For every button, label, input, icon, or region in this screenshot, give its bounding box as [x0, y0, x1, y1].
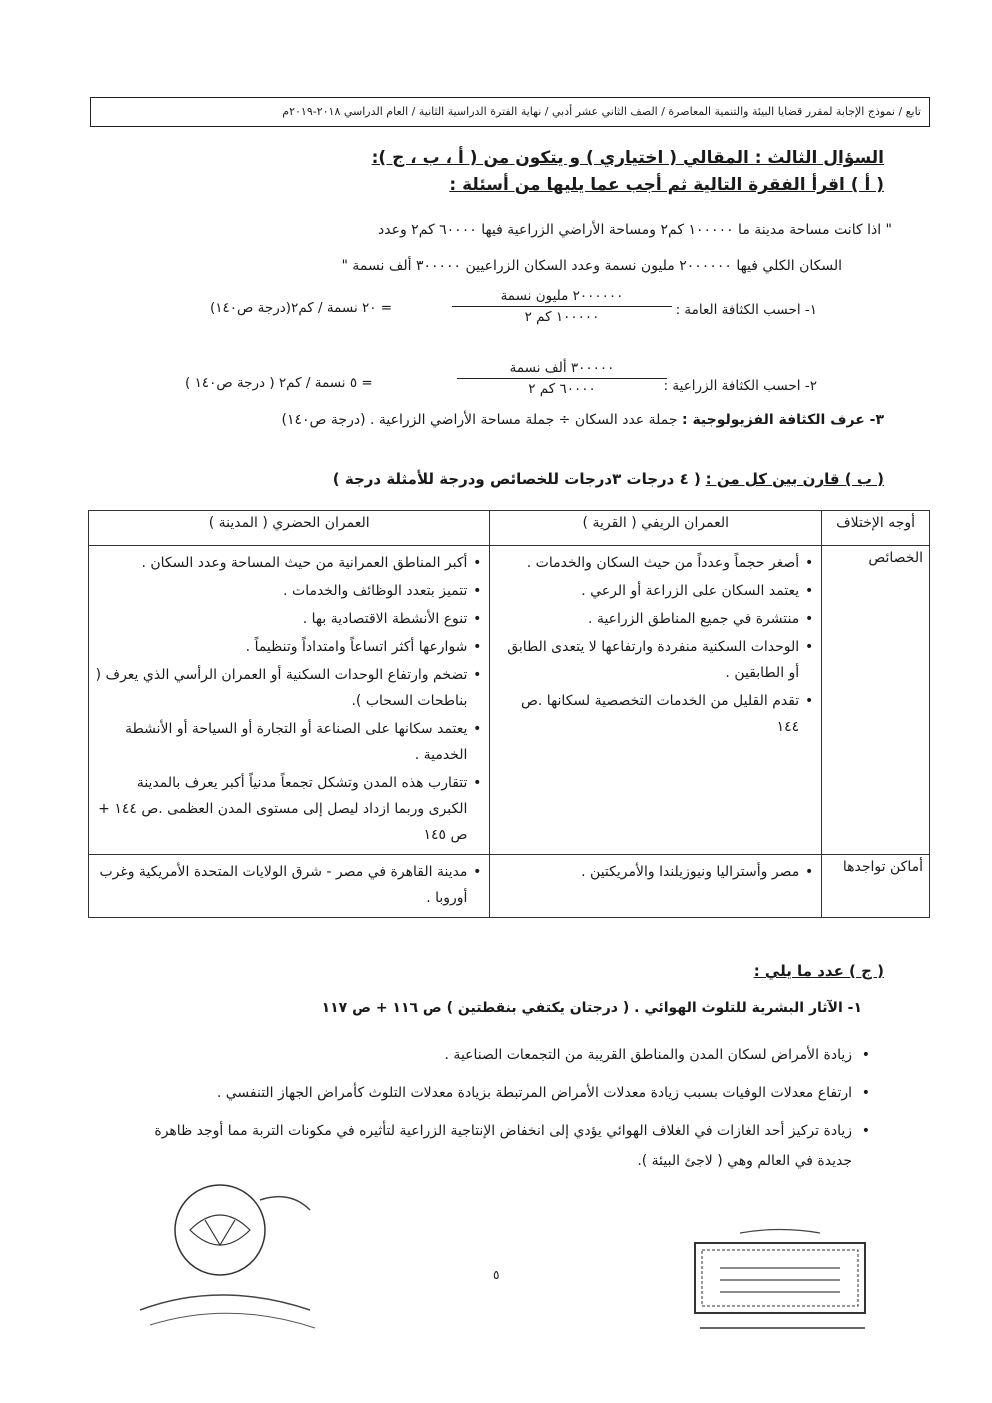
- list-item: • مدينة القاهرة في مصر - شرق الولايات المتحدة الأمريكية وغرب أوروبا .: [95, 859, 467, 911]
- q3-answer: جملة عدد السكان ÷ جملة مساحة الأراضي الزراعية . (درجة ص١٤٠): [281, 412, 678, 428]
- q2-result: = ٥ نسمة / كم٢ ( درجة ص١٤٠ ): [185, 375, 373, 391]
- part-b-title: [333, 470, 884, 488]
- part-c-title: ( ج ) عدد ما يلي :: [753, 962, 884, 980]
- q2-numerator: ٣٠٠٠٠٠ ألف نسمة: [457, 360, 667, 379]
- table-row: [89, 546, 930, 855]
- list-item: • يعتمد السكان على الزراعة أو الرعي .: [496, 578, 799, 604]
- part-b-note: ( ٤ درجات ٣درجات للخصائص ودرجة للأمثلة درجة ): [332, 470, 701, 488]
- list-item: • ارتفاع معدلات الوفيات بسبب زيادة معدلات الأمراض المرتبطة بزيادة معدلات التلوث كأمراض الجهاز التنفسي .: [132, 1078, 852, 1108]
- comparison-table: [88, 510, 930, 918]
- part-b-label: ( ب ) قارن بين كل من :: [705, 470, 884, 488]
- list-item: • مصر وأستراليا ونيوزيلندا والأمريكتين .: [496, 859, 799, 885]
- q1-numerator: ٢٠٠٠٠٠٠ مليون نسمة: [452, 288, 672, 307]
- list-item: • زيادة الأمراض لسكان المدن والمناطق القريبة من التجمعات الصناعية .: [132, 1040, 852, 1070]
- q2-denominator: ٦٠٠٠٠ كم ٢: [528, 381, 596, 397]
- table-header-row: [89, 511, 930, 546]
- header-rural: العمران الريفي ( القرية ): [490, 511, 822, 546]
- rural-cell: [490, 855, 822, 918]
- part-c-item1: ١- الآثار البشرية للتلوث الهوائي . ( درجتان يكتفي بنقطتين ) ص ١١٦ + ص ١١٧: [321, 1000, 862, 1016]
- q2-fraction: [457, 360, 667, 397]
- q1-result: = ٢٠ نسمة / كم٢(درجة ص١٤٠): [210, 300, 393, 316]
- paragraph-line-2: السكان الكلي فيها ٢٠٠٠٠٠٠ مليون نسمة وعدد السكان الزراعيين ٣٠٠٠٠٠ ألف نسمة ": [341, 258, 842, 274]
- urban-cell: [89, 855, 490, 918]
- q1-denominator: ١٠٠٠٠٠ كم ٢: [524, 309, 600, 325]
- list-item: • تضخم وارتفاع الوحدات السكنية أو العمران الرأسي الذي يعرف ( بناطحات السحاب ).: [95, 662, 467, 714]
- list-item: • تتميز بتعدد الوظائف والخدمات .: [95, 578, 467, 604]
- question-title: السؤال الثالث : المقالي ( اختياري ) و يتكون من ( أ ، ب ، ج ):: [371, 148, 884, 168]
- row-aspect: أماكن تواجدها: [822, 855, 930, 918]
- list-item: • شوارعها أكثر اتساعاً وامتداداً وتنظيماً .: [95, 634, 467, 660]
- list-item: • الوحدات السكنية منفردة وارتفاعها لا يتعدى الطابق أو الطابقين .: [496, 634, 799, 686]
- list-item: • أصغر حجماً وعدداً من حيث السكان والخدمات .: [496, 550, 799, 576]
- table-row: [89, 855, 930, 918]
- committee-stamp-right: [680, 1228, 880, 1338]
- ministry-seal-left: [110, 1160, 330, 1340]
- q3-definition: [282, 412, 885, 428]
- page-header: تابع / نموذج الإجابة لمقرر قضايا البيئة والتنمية المعاصرة / الصف الثاني عشر أدبي / نهاية الفترة الدراسية الثانية / العام الدراسي ٢٠١٨-٢٠١٩م: [90, 97, 930, 127]
- page-number: ٥: [493, 1268, 500, 1282]
- q3-label: ٣- عرف الكثافة الفزيولوجية :: [681, 412, 884, 428]
- header-aspect: أوجه الإختلاف: [822, 511, 930, 546]
- list-item: • يعتمد سكانها على الصناعة أو التجارة أو السياحة أو الأنشطة الخدمية .: [95, 716, 467, 768]
- list-item: • أكبر المناطق العمرانية من حيث المساحة وعدد السكان .: [95, 550, 467, 576]
- list-item: • زيادة تركيز أحد الغازات في الغلاف الهوائي يؤدي إلى انخفاض الإنتاجية الزراعية لتأثيره في مكونات التربة مما أوجد ظاهرة جديدة في العالم وهي ( لاجئ البيئة ).: [132, 1116, 852, 1176]
- row-aspect: الخصائص: [822, 546, 930, 855]
- list-item: • تقدم القليل من الخدمات التخصصية لسكانها .ص ١٤٤: [496, 688, 799, 740]
- list-item: • تنوع الأنشطة الاقتصادية بها .: [95, 606, 467, 632]
- rural-cell: [490, 546, 822, 855]
- q1-fraction: [452, 288, 672, 325]
- part-a-title: ( أ ) اقرأ الفقرة التالية ثم أجب عما يليها من أسئلة :: [449, 175, 884, 195]
- paragraph-line-1: " اذا كانت مساحة مدينة ما ١٠٠٠٠٠ كم٢ ومساحة الأراضي الزراعية فيها ٦٠٠٠٠ كم٢ وعدد: [378, 222, 892, 238]
- q1-label: ١- احسب الكثافة العامة :: [675, 302, 817, 318]
- list-item: • تتقارب هذه المدن وتشكل تجمعاً مدنياً أكبر يعرف بالمدينة الكبرى وربما ازداد ليصل إلى مستوى المدن العظمى .ص ١٤٤ + ص ١٤٥: [95, 770, 467, 848]
- header-urban: العمران الحضري ( المدينة ): [89, 511, 490, 546]
- urban-cell: [89, 546, 490, 855]
- list-item: • منتشرة في جميع المناطق الزراعية .: [496, 606, 799, 632]
- q2-label: ٢- احسب الكثافة الزراعية :: [663, 378, 817, 394]
